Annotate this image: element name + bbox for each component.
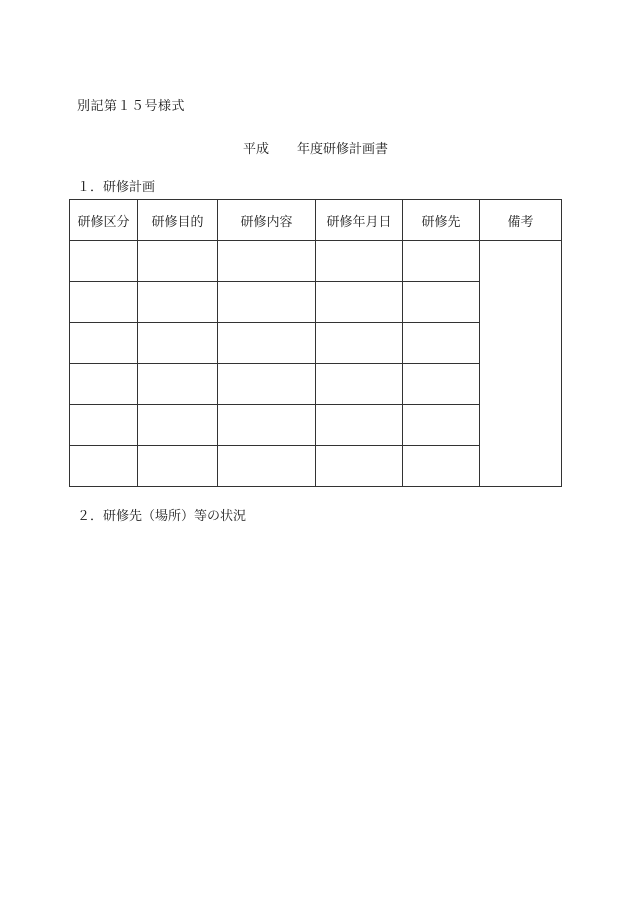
table-cell — [316, 282, 403, 323]
table-cell — [70, 364, 138, 405]
table-cell — [138, 364, 218, 405]
table-cell — [70, 446, 138, 487]
table-cell — [70, 323, 138, 364]
table-cell — [218, 364, 316, 405]
table-cell — [316, 405, 403, 446]
table-cell — [316, 446, 403, 487]
title-name: 年度研修計画書 — [297, 142, 389, 157]
table-row — [70, 241, 562, 282]
section-heading-plan: １．研修計画 — [77, 180, 156, 195]
document-title — [243, 142, 388, 158]
table-cell — [403, 405, 480, 446]
table-cell — [218, 446, 316, 487]
table-cell — [70, 282, 138, 323]
section-heading-location-status: ２．研修先（場所）等の状況 — [77, 509, 247, 524]
header-training-category: 研修区分 — [70, 200, 138, 241]
table-cell — [403, 446, 480, 487]
remarks-cell — [480, 241, 562, 487]
table-cell — [218, 405, 316, 446]
table-cell — [218, 282, 316, 323]
table-cell — [403, 241, 480, 282]
table-cell — [316, 364, 403, 405]
header-training-date: 研修年月日 — [316, 200, 403, 241]
table-cell — [70, 405, 138, 446]
table-cell — [218, 323, 316, 364]
table-cell — [138, 446, 218, 487]
table-cell — [70, 241, 138, 282]
table-cell — [403, 282, 480, 323]
title-era: 平成 — [243, 142, 270, 157]
table-cell — [218, 241, 316, 282]
table-header-row — [70, 200, 562, 241]
table-cell — [403, 323, 480, 364]
form-number: 別記第１５号様式 — [77, 99, 186, 114]
training-plan-table — [69, 199, 562, 487]
header-remarks: 備考 — [480, 200, 562, 241]
table-cell — [138, 282, 218, 323]
table-cell — [138, 323, 218, 364]
header-training-location: 研修先 — [403, 200, 480, 241]
table-cell — [138, 405, 218, 446]
header-training-purpose: 研修目的 — [138, 200, 218, 241]
table-cell — [316, 323, 403, 364]
table-cell — [138, 241, 218, 282]
header-training-content: 研修内容 — [218, 200, 316, 241]
table-cell — [316, 241, 403, 282]
table-cell — [403, 364, 480, 405]
